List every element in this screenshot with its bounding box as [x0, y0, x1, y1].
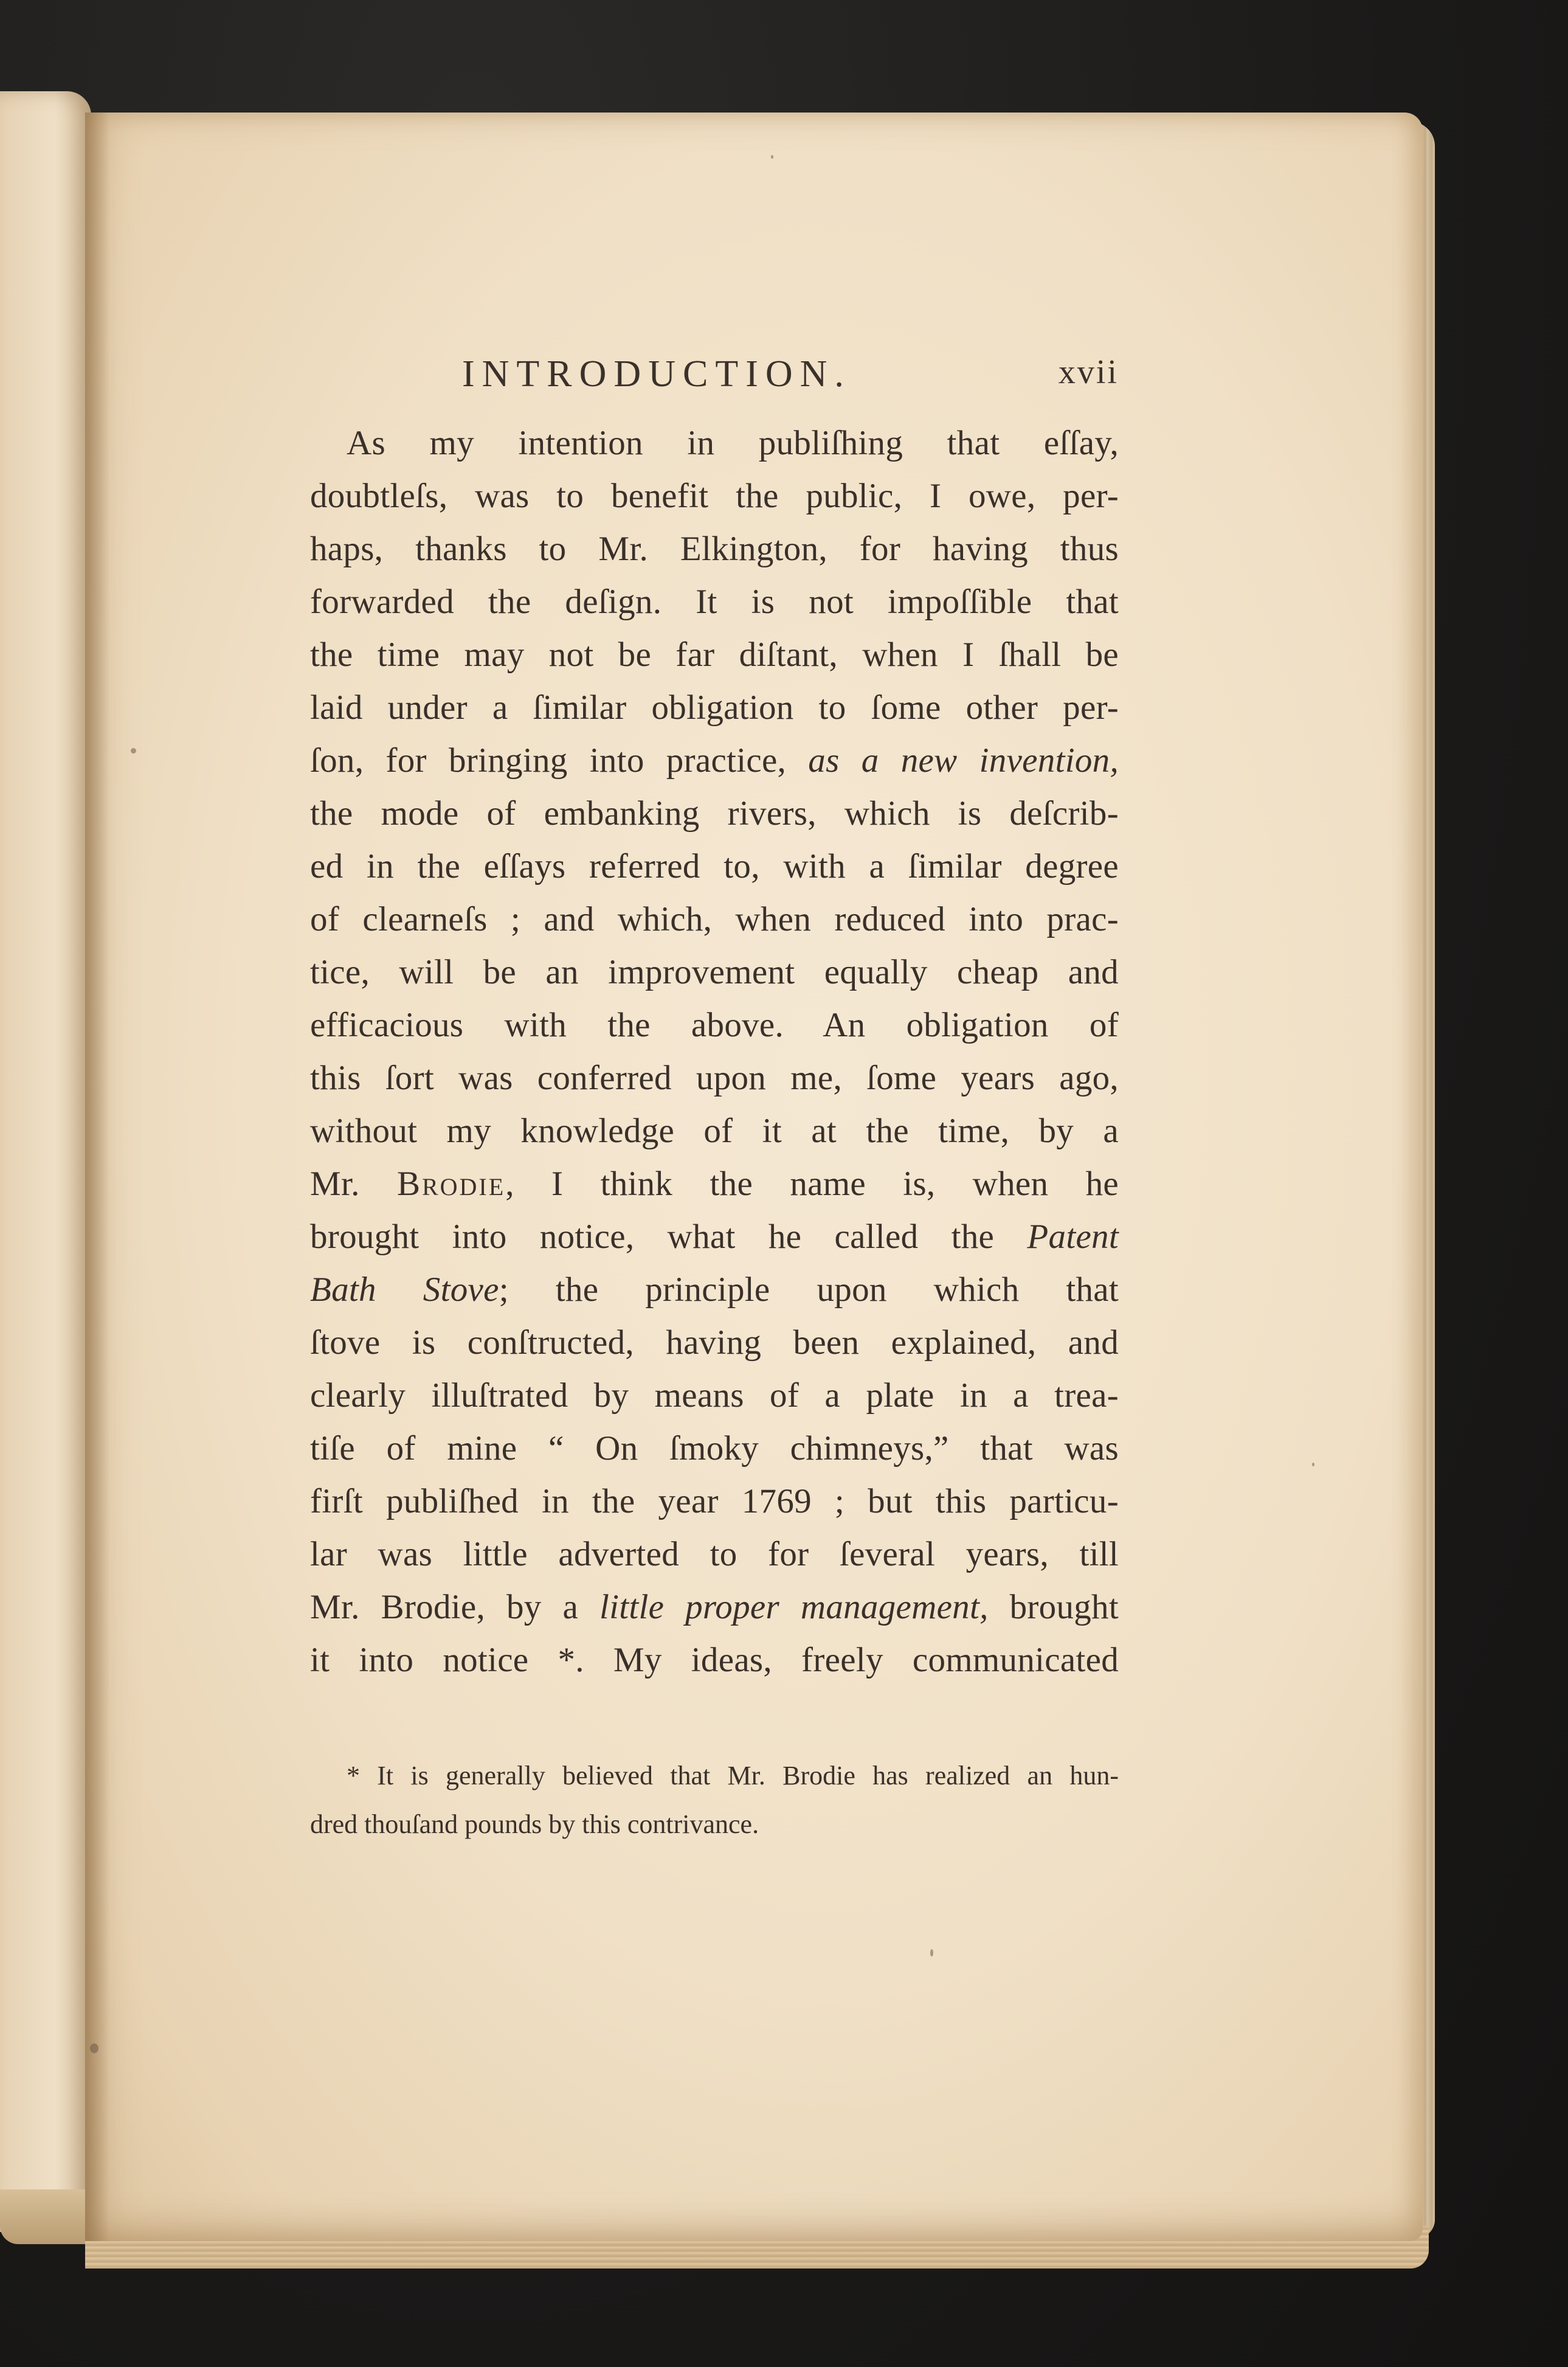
text-line: [310, 1263, 1119, 1316]
text-segment-italic: as a new invention,: [808, 741, 1119, 780]
text-segment: lar was little adverted to for ſeveral years, till: [310, 1535, 1119, 1573]
text-line: [310, 734, 1119, 787]
text-line: [310, 522, 1119, 575]
text-line: [310, 1422, 1119, 1475]
text-segment: ed in the eſſays referred to, with a ſimilar degree: [310, 847, 1119, 885]
text-segment: efficacious with the above. An obligation of: [310, 1006, 1119, 1044]
text-line: [310, 1052, 1119, 1104]
text-segment-italic: Patent: [1027, 1218, 1119, 1256]
text-segment: ſon, for bringing into practice,: [310, 741, 809, 780]
text-segment: the mode of embanking rivers, which is deſcrib-: [310, 794, 1119, 833]
text-segment-italic: Bath Stove: [310, 1270, 499, 1309]
text-line: [310, 1581, 1119, 1634]
text-segment: the time may not be far diſtant, when I ſhall be: [310, 636, 1119, 674]
running-head-title: INTRODUCTION.: [462, 353, 851, 395]
text-segment: tiſe of mine “ On ſmoky chimneys,” that was: [310, 1429, 1119, 1468]
text-segment: brought: [988, 1588, 1119, 1626]
text-segment: clearly illuſtrated by means of a plate in a trea-: [310, 1376, 1119, 1415]
paper-speck: [771, 155, 773, 159]
text-segment: ſtove is conſtructed, having been explained, and: [310, 1323, 1119, 1362]
text-segment: tice, will be an improvement equally cheap and: [310, 953, 1119, 991]
text-line: [310, 946, 1119, 999]
text-line: [310, 1157, 1119, 1210]
text-line: [310, 628, 1119, 681]
text-line: [310, 575, 1119, 628]
body-paragraph: [310, 417, 1119, 1686]
text-segment: firſt publiſhed in the year 1769 ; but this particu-: [310, 1482, 1119, 1520]
page-gutter-shadow: [85, 113, 109, 2241]
text-line: [310, 1634, 1119, 1686]
text-line: [310, 1104, 1119, 1157]
paper-speck: [90, 2043, 98, 2053]
facing-left-page: [0, 91, 91, 2232]
text-segment: it into notice *. My ideas, freely communicated: [310, 1641, 1119, 1679]
text-line: [310, 787, 1119, 840]
text-line: [310, 999, 1119, 1052]
text-segment: laid under a ſimilar obligation to ſome other per-: [310, 688, 1119, 727]
text-line: [310, 417, 1119, 470]
text-segment: , I think the name is, when he: [505, 1165, 1119, 1203]
text-line: [310, 1316, 1119, 1369]
page-number: xvii: [1058, 353, 1119, 391]
text-segment: ; the principle upon which that: [499, 1270, 1119, 1309]
text-segment: doubtleſs, was to benefit the public, I owe, per-: [310, 477, 1119, 515]
text-segment: of clearneſs ; and which, when reduced into prac-: [310, 900, 1119, 938]
text-segment-italic: little proper management,: [599, 1588, 989, 1626]
footnote-line: dred thouſand pounds by this contrivance.: [310, 1809, 759, 1839]
text-line: [310, 1210, 1119, 1263]
text-line: [310, 840, 1119, 893]
text-segment: Mr.: [310, 1165, 397, 1203]
text-segment: brought into notice, what he called the: [310, 1218, 1027, 1256]
text-segment: this ſort was conferred upon me, ſome years ago,: [310, 1059, 1119, 1097]
footnote-line: * It is generally believed that Mr. Brodie has realized an hun-: [347, 1761, 1119, 1790]
text-line: [310, 681, 1119, 734]
paper-speck: [930, 1949, 933, 1956]
text-line: [310, 1528, 1119, 1581]
text-segment-smallcaps: Brodie: [396, 1165, 506, 1203]
text-segment: haps, thanks to Mr. Elkington, for having thus: [310, 530, 1119, 568]
footnote: [310, 1752, 1119, 1849]
text-line: [310, 893, 1119, 946]
text-line: [310, 470, 1119, 522]
text-line: [310, 1475, 1119, 1528]
text-segment: forwarded the deſign. It is not impoſſible that: [310, 583, 1119, 621]
paper-speck: [131, 748, 136, 754]
text-segment: Mr. Brodie, by a: [310, 1588, 599, 1626]
text-segment: without my knowledge of it at the time, by a: [310, 1112, 1119, 1150]
text-line: [310, 1369, 1119, 1422]
paper-speck: [1312, 1463, 1314, 1466]
text-segment: As my intention in publiſhing that eſſay,: [347, 424, 1119, 462]
running-head: [310, 353, 1119, 401]
